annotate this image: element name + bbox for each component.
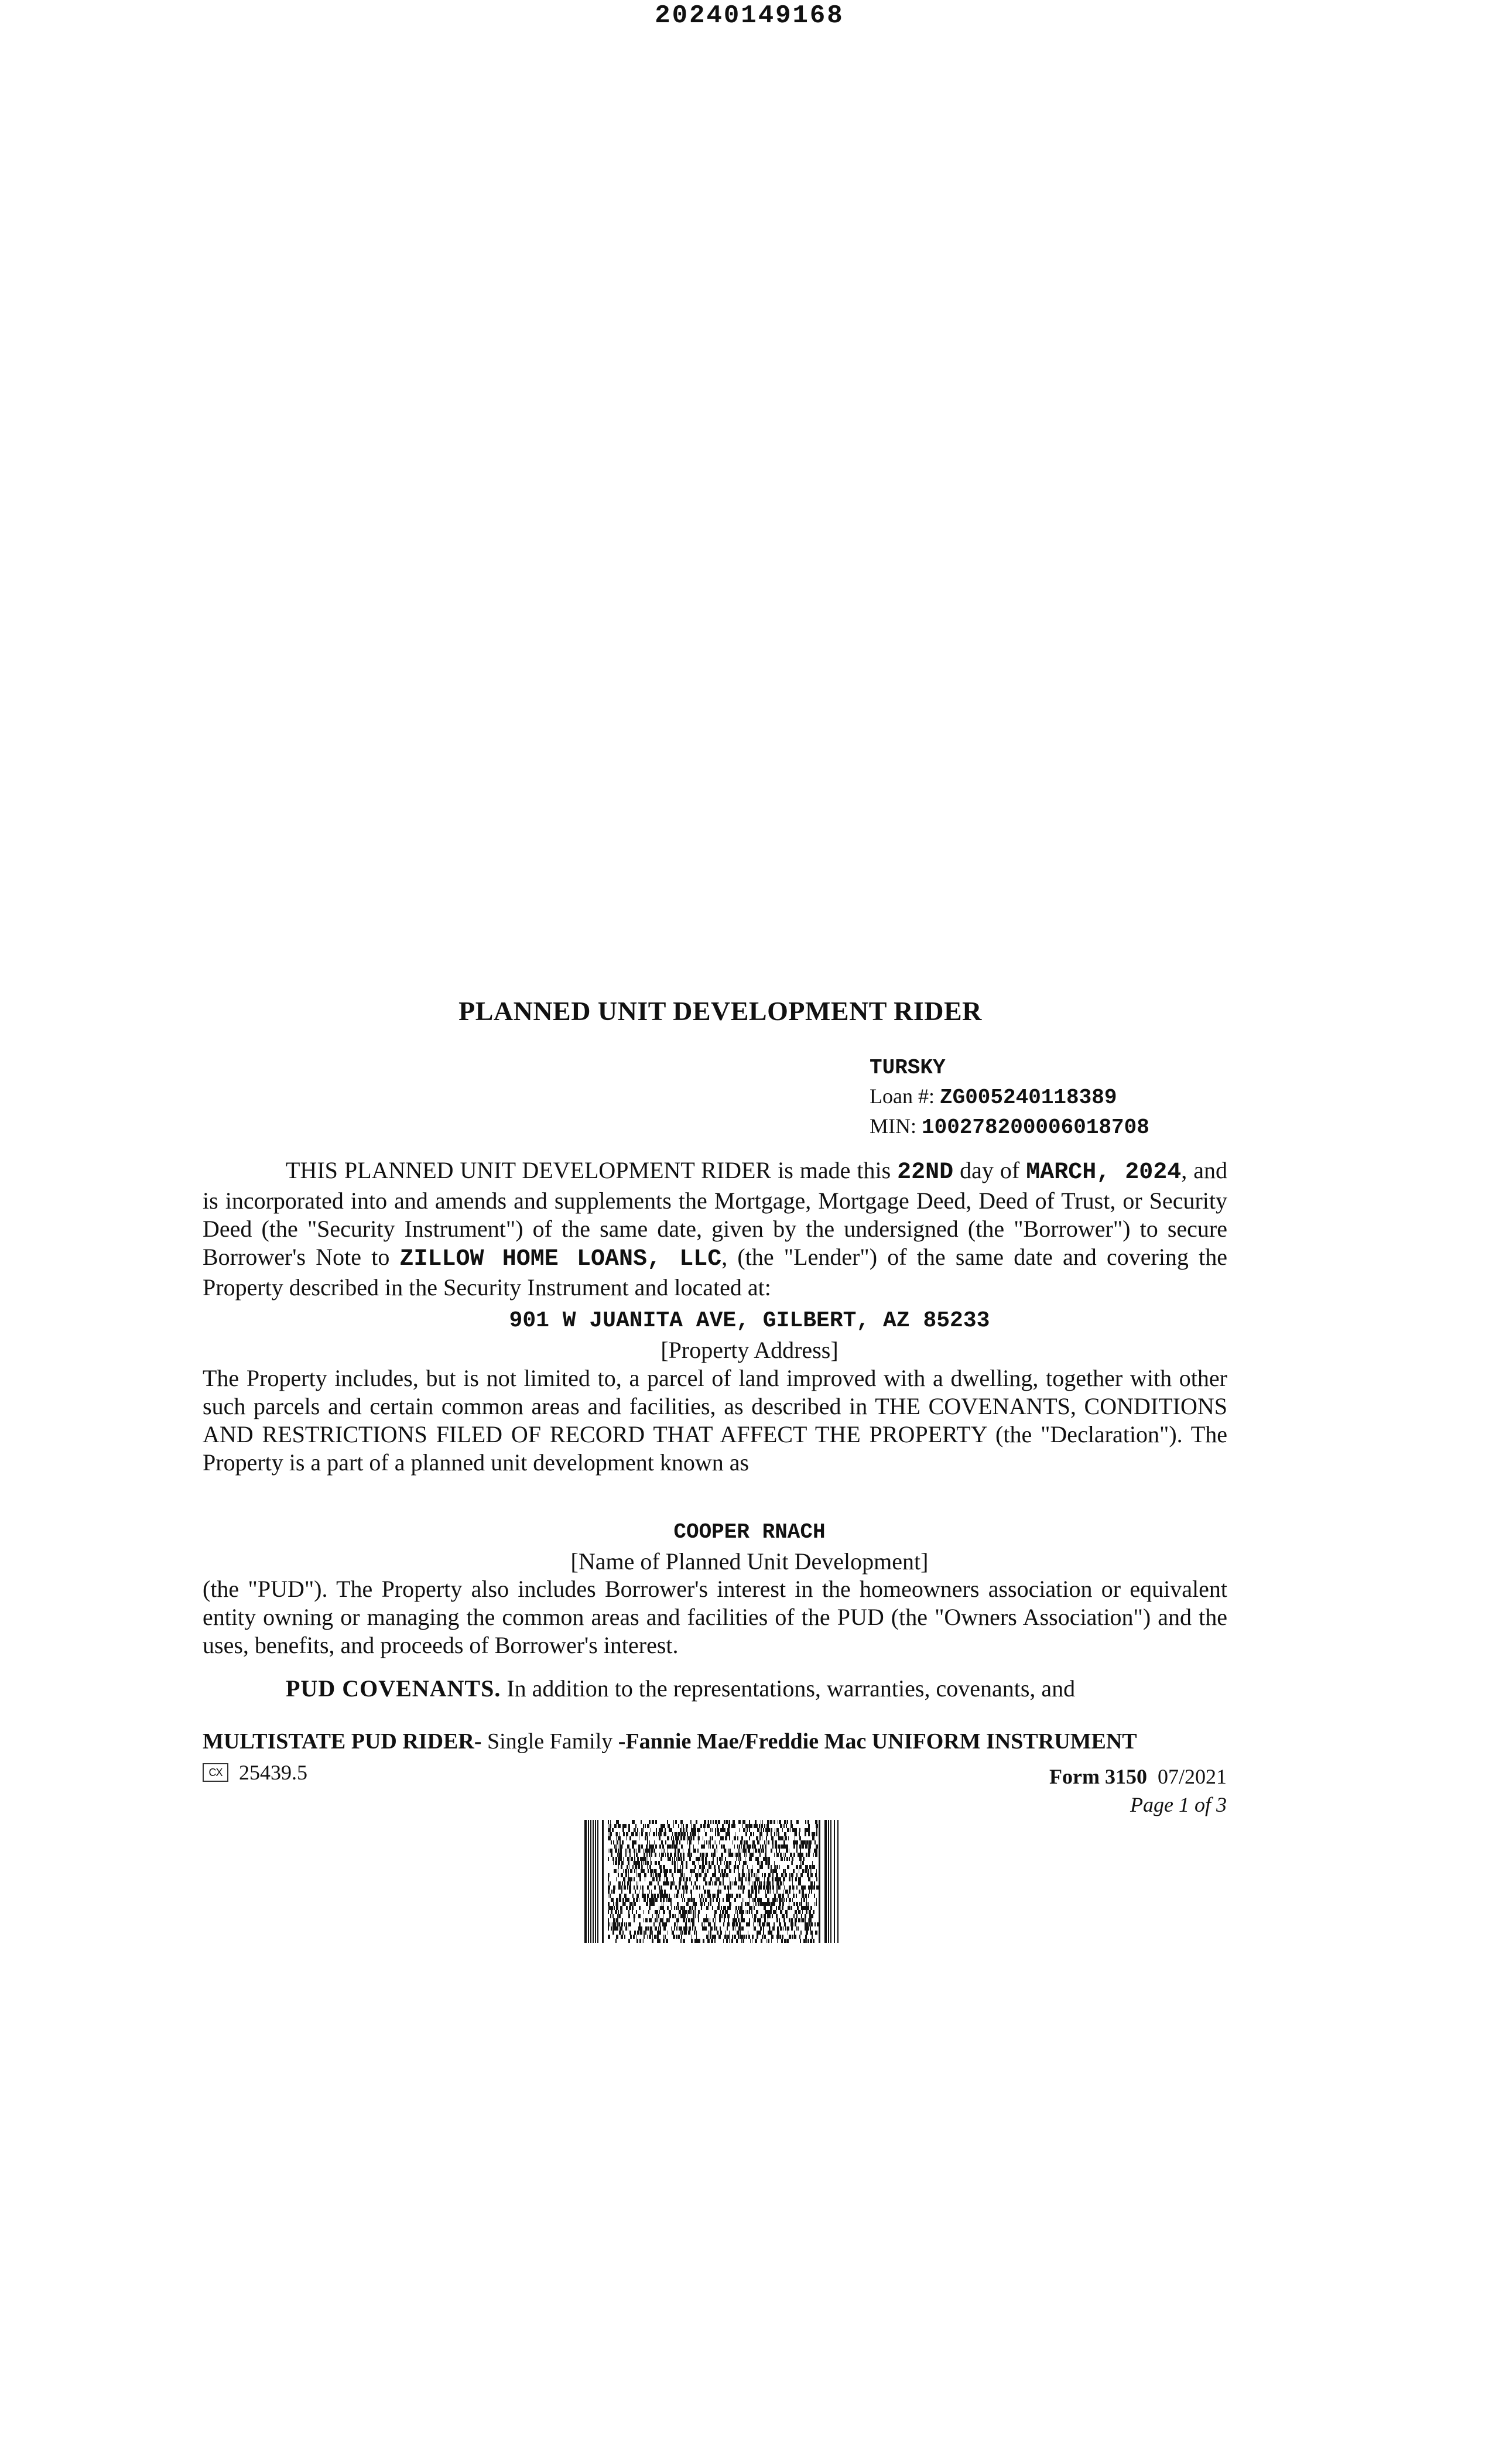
- min-label: MIN:: [870, 1114, 916, 1138]
- min-row: [870, 1112, 1149, 1142]
- pud-covenants-paragraph: [203, 1675, 1227, 1703]
- intro-text-2: day of: [953, 1157, 1026, 1183]
- loan-number-label: Loan #:: [870, 1084, 935, 1108]
- recording-number: 20240149168: [655, 1, 844, 30]
- intro-text-3: , and is incorporated into and amends and supplements the Mortgage, Mortgage Deed, Deed of Trust, or Security Deed (the "Security Instrument") of the same date, given by the undersigned (the "Borrower") to secure Borrower's Note to: [203, 1157, 1227, 1270]
- pud-name-caption: [Name of Planned Unit Development]: [570, 1548, 929, 1575]
- min-value: 100278200006018708: [922, 1115, 1149, 1139]
- intro-paragraph: [203, 1156, 1227, 1302]
- document-title: PLANNED UNIT DEVELOPMENT RIDER: [458, 996, 982, 1026]
- intro-text-4: , (the "Lender") of the same date and covering the Property described in the Security Instrument and located at:: [203, 1244, 1228, 1301]
- property-address: 901 W JUANITA AVE, GILBERT, AZ 85233: [509, 1308, 990, 1333]
- form-date: 07/2021: [1157, 1765, 1227, 1788]
- loan-info-block: [870, 1054, 1149, 1142]
- pud-name: COOPER RNACH: [673, 1520, 826, 1544]
- loan-number-row: [870, 1082, 1149, 1112]
- footer-family-type: Single Family: [481, 1729, 618, 1754]
- property-address-caption: [Property Address]: [660, 1337, 839, 1363]
- footer-rider-name: MULTISTATE PUD RIDER-: [203, 1729, 482, 1754]
- vendor-form-code: [203, 1760, 307, 1785]
- intro-text-1: THIS PLANNED UNIT DEVELOPMENT RIDER is made this: [286, 1157, 898, 1183]
- property-paragraph: The Property includes, but is not limited to, a parcel of land improved with a dwelling, together with other such parcels and certain common areas and facilities, as described in THE COVENANTS, CONDITIONS AND RESTRICTIONS FILED OF RECORD THAT AFFECT THE PROPERTY (the "Declaration"). The Property is a part of a planned unit development known as: [203, 1365, 1227, 1476]
- footer-instrument-line: [203, 1727, 1227, 1755]
- page-number: Page 1 of 3: [1130, 1793, 1227, 1816]
- pud-covenants-heading: PUD COVENANTS.: [286, 1675, 501, 1702]
- vendor-logo-icon: CX: [203, 1763, 228, 1782]
- vendor-code: 25439.5: [239, 1761, 307, 1784]
- loan-number-value: ZG005240118389: [939, 1086, 1117, 1110]
- pud-paragraph: (the "PUD"). The Property also includes Borrower's interest in the homeowners association or equivalent entity owning or managing the common areas and facilities of the PUD (the "Owners Association") and the uses, benefits, and proceeds of Borrower's interest.: [203, 1576, 1227, 1658]
- footer-instrument-name: -Fannie Mae/Freddie Mac UNIFORM INSTRUMENT: [618, 1729, 1137, 1754]
- lender-name: ZILLOW HOME LOANS, LLC: [399, 1246, 722, 1272]
- pud-covenants-text: In addition to the representations, warranties, covenants, and: [501, 1675, 1076, 1702]
- form-label: Form 3150: [1049, 1765, 1147, 1788]
- form-info: [1022, 1763, 1227, 1819]
- borrower-name: TURSKY: [870, 1056, 946, 1080]
- barcode-icon: [584, 1820, 841, 1943]
- intro-month-year: MARCH, 2024: [1026, 1159, 1182, 1186]
- form-number-row: [1022, 1763, 1227, 1791]
- intro-day: 22ND: [897, 1159, 954, 1186]
